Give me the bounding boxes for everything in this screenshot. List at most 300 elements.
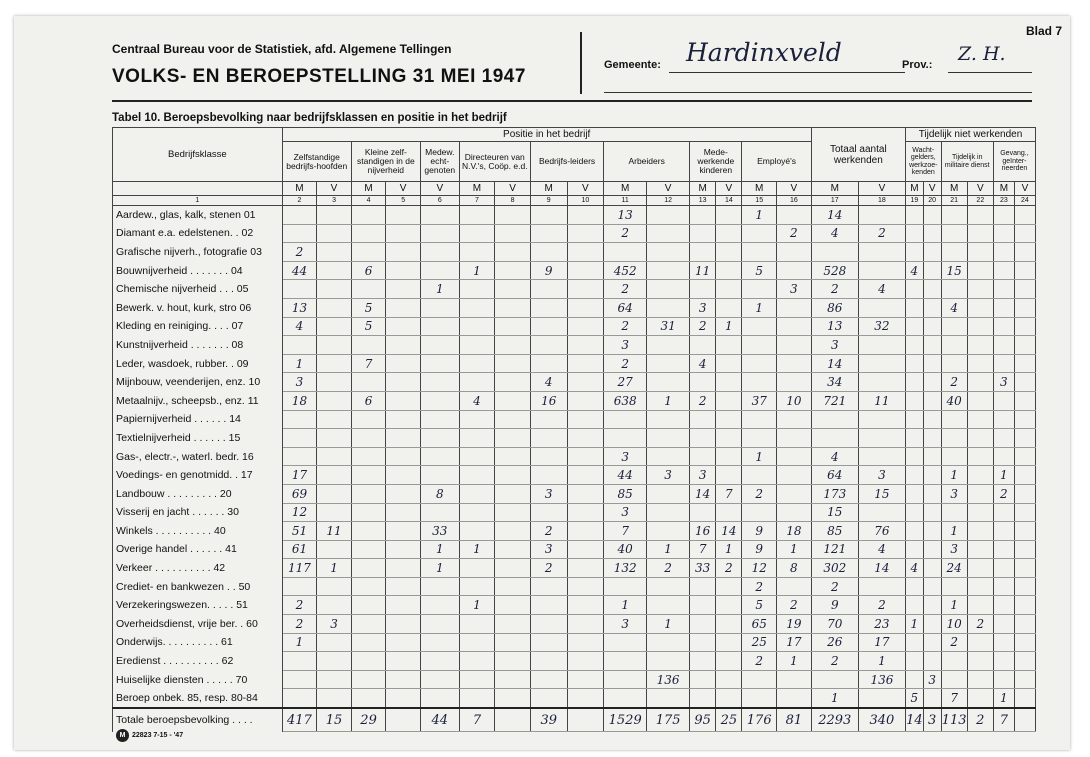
- table-cell: [459, 206, 495, 225]
- table-cell: [386, 298, 421, 317]
- table-row: [113, 224, 1036, 243]
- column-number-cell: 17: [811, 196, 858, 206]
- table-cell: 14: [811, 206, 858, 225]
- table-cell: [530, 652, 567, 671]
- table-cell: 85: [604, 484, 647, 503]
- row-label: Chemische nijverheid . . . 05: [113, 280, 283, 299]
- table-cell: [742, 354, 777, 373]
- table-row: [113, 652, 1036, 671]
- table-cell: [459, 298, 495, 317]
- table-cell: [923, 652, 941, 671]
- table-cell: [993, 410, 1014, 429]
- table-cell: [495, 484, 531, 503]
- table-cell: [923, 484, 941, 503]
- table-cell: [742, 373, 777, 392]
- table-cell: 1: [317, 559, 352, 578]
- table-cell: 1: [993, 689, 1014, 708]
- mv-header-cell: M: [530, 182, 567, 196]
- total-cell: [567, 708, 604, 732]
- province-value: Z. H.: [958, 43, 1006, 65]
- table-cell: [459, 559, 495, 578]
- table-cell: 2: [742, 484, 777, 503]
- table-cell: 15: [941, 261, 967, 280]
- table-cell: [993, 652, 1014, 671]
- table-cell: [716, 577, 742, 596]
- table-cell: [567, 206, 604, 225]
- table-cell: 117: [282, 559, 317, 578]
- table-cell: [923, 224, 941, 243]
- table-cell: [495, 670, 531, 689]
- table-cell: [459, 280, 495, 299]
- table-cell: [941, 280, 967, 299]
- table-cell: [905, 373, 923, 392]
- table-cell: 14: [690, 484, 716, 503]
- table-cell: 34: [811, 373, 858, 392]
- table-cell: [905, 280, 923, 299]
- table-cell: [420, 429, 459, 448]
- table-cell: [905, 596, 923, 615]
- total-cell: 2: [967, 708, 993, 732]
- table-cell: [858, 206, 905, 225]
- table-cell: [905, 633, 923, 652]
- table-cell: [993, 354, 1014, 373]
- table-cell: 12: [742, 559, 777, 578]
- table-cell: [923, 373, 941, 392]
- table-cell: 40: [941, 391, 967, 410]
- table-cell: 1: [647, 615, 690, 634]
- table-cell: [647, 261, 690, 280]
- table-cell: [317, 280, 352, 299]
- table-cell: [967, 280, 993, 299]
- column-number-cell: 23: [993, 196, 1014, 206]
- table-cell: 2: [716, 559, 742, 578]
- table-cell: [420, 224, 459, 243]
- table-cell: [716, 391, 742, 410]
- table-cell: [858, 298, 905, 317]
- table-cell: [923, 261, 941, 280]
- table-cell: 1: [647, 391, 690, 410]
- table-cell: 2: [690, 391, 716, 410]
- table-cell: [941, 429, 967, 448]
- table-cell: [567, 689, 604, 708]
- table-cell: [716, 243, 742, 262]
- table-cell: [351, 540, 386, 559]
- row-label: Grafische nijverh., fotografie 03: [113, 243, 283, 262]
- table-cell: 64: [811, 466, 858, 485]
- table-cell: 2: [530, 559, 567, 578]
- table-cell: 1: [716, 317, 742, 336]
- table-cell: [923, 429, 941, 448]
- table-cell: [716, 280, 742, 299]
- table-cell: [530, 243, 567, 262]
- table-cell: 2: [282, 243, 317, 262]
- table-cell: [317, 577, 352, 596]
- table-cell: 7: [604, 522, 647, 541]
- table-row: [113, 429, 1036, 448]
- table-cell: [351, 410, 386, 429]
- table-cell: [923, 206, 941, 225]
- table-cell: [567, 522, 604, 541]
- table-cell: [351, 652, 386, 671]
- table-cell: [386, 596, 421, 615]
- mv-header-cell: M: [905, 182, 923, 196]
- table-cell: [742, 429, 777, 448]
- table-cell: [716, 503, 742, 522]
- table-cell: 4: [530, 373, 567, 392]
- table-cell: [993, 298, 1014, 317]
- table-cell: [386, 559, 421, 578]
- table-cell: [647, 410, 690, 429]
- table-cell: 1: [941, 596, 967, 615]
- table-cell: [967, 391, 993, 410]
- table-cell: 2: [811, 280, 858, 299]
- table-cell: [993, 615, 1014, 634]
- table-cell: [690, 447, 716, 466]
- mv-header-cell: M: [351, 182, 386, 196]
- table-cell: [317, 224, 352, 243]
- table-cell: [858, 336, 905, 355]
- header-group-gevang: Gevang., geïnter-neerden: [993, 142, 1035, 182]
- table-cell: [567, 484, 604, 503]
- table-cell: [282, 652, 317, 671]
- row-label: Aardew., glas, kalk, stenen 01: [113, 206, 283, 225]
- row-label: Overheidsdienst, vrije ber. . 60: [113, 615, 283, 634]
- table-cell: [530, 447, 567, 466]
- table-cell: [459, 243, 495, 262]
- table-cell: 2: [690, 317, 716, 336]
- table-cell: 4: [905, 559, 923, 578]
- table-cell: [317, 354, 352, 373]
- table-cell: [495, 559, 531, 578]
- table-row: [113, 484, 1036, 503]
- table-cell: 2: [282, 596, 317, 615]
- table-cell: 2: [604, 224, 647, 243]
- table-cell: 2: [282, 615, 317, 634]
- table-cell: 638: [604, 391, 647, 410]
- header-group-employes: Employé's: [742, 142, 811, 182]
- table-row: [113, 540, 1036, 559]
- row-label: Voedings- en genotmidd. . 17: [113, 466, 283, 485]
- table-cell: 2: [811, 652, 858, 671]
- table-cell: [567, 261, 604, 280]
- table-cell: 11: [690, 261, 716, 280]
- table-cell: [530, 410, 567, 429]
- province-label: Prov.:: [902, 59, 933, 71]
- table-cell: [993, 540, 1014, 559]
- data-table-wrapper: [112, 127, 1036, 728]
- header-group-kinderen: Mede-werkende kinderen: [690, 142, 742, 182]
- table-cell: [967, 540, 993, 559]
- table-cell: [776, 373, 811, 392]
- table-row: [113, 447, 1036, 466]
- table-cell: 14: [811, 354, 858, 373]
- mv-header-cell: V: [967, 182, 993, 196]
- table-cell: [690, 206, 716, 225]
- table-cell: [386, 336, 421, 355]
- table-row: [113, 633, 1036, 652]
- table-cell: [905, 317, 923, 336]
- table-cell: [690, 503, 716, 522]
- table-cell: [459, 577, 495, 596]
- table-cell: [495, 689, 531, 708]
- table-cell: [459, 224, 495, 243]
- table-cell: [1014, 373, 1035, 392]
- mv-header-cell: V: [923, 182, 941, 196]
- table-cell: [282, 689, 317, 708]
- table-row: [113, 243, 1036, 262]
- table-cell: [716, 354, 742, 373]
- table-cell: [420, 354, 459, 373]
- table-cell: [317, 429, 352, 448]
- total-cell: 1529: [604, 708, 647, 732]
- table-cell: [351, 577, 386, 596]
- table-cell: [386, 280, 421, 299]
- print-code: 22823 7-15 - '47: [132, 732, 184, 739]
- table-cell: [351, 466, 386, 485]
- table-cell: [776, 261, 811, 280]
- table-cell: 452: [604, 261, 647, 280]
- header-group-wachtgelders: Wacht-gelders, werkzoe-kenden: [905, 142, 941, 182]
- table-row: [113, 670, 1036, 689]
- table-cell: 7: [716, 484, 742, 503]
- table-cell: 721: [811, 391, 858, 410]
- table-cell: [1014, 224, 1035, 243]
- row-label: Gas-, electr.-, waterl. bedr. 16: [113, 447, 283, 466]
- table-cell: 69: [282, 484, 317, 503]
- table-cell: [993, 224, 1014, 243]
- table-cell: [1014, 410, 1035, 429]
- table-cell: [530, 689, 567, 708]
- table-cell: 3: [941, 484, 967, 503]
- table-cell: [967, 559, 993, 578]
- table-cell: [776, 317, 811, 336]
- table-cell: [351, 615, 386, 634]
- column-number-cell: 5: [386, 196, 421, 206]
- table-cell: [993, 429, 1014, 448]
- header-positie: Positie in het bedrijf: [282, 128, 811, 142]
- table-cell: 3: [317, 615, 352, 634]
- table-cell: [905, 577, 923, 596]
- table-cell: [495, 577, 531, 596]
- table-cell: [858, 261, 905, 280]
- table-cell: [351, 633, 386, 652]
- table-cell: [716, 652, 742, 671]
- table-cell: [905, 243, 923, 262]
- table-cell: [690, 615, 716, 634]
- table-cell: 136: [858, 670, 905, 689]
- gemeente-line: [669, 72, 905, 73]
- table-cell: 7: [690, 540, 716, 559]
- table-cell: 121: [811, 540, 858, 559]
- table-cell: [282, 410, 317, 429]
- table-cell: 1: [776, 652, 811, 671]
- table-cell: 16: [690, 522, 716, 541]
- mv-header-cell: M: [941, 182, 967, 196]
- table-cell: [351, 243, 386, 262]
- table-cell: [495, 261, 531, 280]
- sheet-number: Blad 7: [1025, 24, 1062, 38]
- table-cell: 33: [420, 522, 459, 541]
- row-label: Bouwnijverheid . . . . . . . 04: [113, 261, 283, 280]
- table-cell: [776, 689, 811, 708]
- mv-header-row: [113, 182, 1036, 196]
- table-cell: 40: [604, 540, 647, 559]
- table-cell: [1014, 261, 1035, 280]
- table-cell: [993, 336, 1014, 355]
- table-cell: [567, 670, 604, 689]
- table-cell: 44: [604, 466, 647, 485]
- table-cell: 10: [941, 615, 967, 634]
- table-cell: [923, 336, 941, 355]
- table-cell: [716, 410, 742, 429]
- table-cell: [923, 522, 941, 541]
- table-cell: 1: [941, 466, 967, 485]
- table-cell: [742, 336, 777, 355]
- table-cell: [495, 280, 531, 299]
- row-label: Leder, wasdoek, rubber. . 09: [113, 354, 283, 373]
- table-cell: [690, 280, 716, 299]
- table-cell: 3: [690, 298, 716, 317]
- table-cell: [386, 391, 421, 410]
- table-cell: [386, 540, 421, 559]
- table-cell: [530, 577, 567, 596]
- table-cell: [967, 354, 993, 373]
- table-cell: [317, 596, 352, 615]
- table-cell: [716, 298, 742, 317]
- table-cell: [386, 447, 421, 466]
- table-row: [113, 503, 1036, 522]
- header-group-arbeiders: Arbeiders: [604, 142, 690, 182]
- table-cell: [941, 577, 967, 596]
- table-cell: 15: [858, 484, 905, 503]
- table-cell: 65: [742, 615, 777, 634]
- table-cell: [386, 503, 421, 522]
- table-cell: [386, 410, 421, 429]
- table-cell: [386, 615, 421, 634]
- table-cell: [1014, 633, 1035, 652]
- table-cell: [647, 206, 690, 225]
- table-cell: 1: [647, 540, 690, 559]
- table-cell: [776, 336, 811, 355]
- header-group-militaire: Tijdelijk in militaire dienst: [941, 142, 993, 182]
- table-cell: [386, 224, 421, 243]
- table-cell: [905, 447, 923, 466]
- table-cell: [495, 652, 531, 671]
- table-row: [113, 689, 1036, 708]
- table-cell: [647, 224, 690, 243]
- header-totaal: Totaal aantal werkenden: [811, 128, 905, 182]
- table-cell: 5: [351, 317, 386, 336]
- table-cell: [567, 243, 604, 262]
- table-row: [113, 298, 1036, 317]
- table-cell: 6: [351, 261, 386, 280]
- table-cell: [459, 410, 495, 429]
- form-title: VOLKS- EN BEROEPSTELLING 31 MEI 1947: [112, 66, 526, 87]
- table-cell: [941, 224, 967, 243]
- table-cell: [567, 391, 604, 410]
- table-cell: [905, 522, 923, 541]
- table-cell: [567, 652, 604, 671]
- table-cell: [495, 615, 531, 634]
- table-cell: [386, 670, 421, 689]
- table-cell: [1014, 503, 1035, 522]
- table-cell: [647, 503, 690, 522]
- table-cell: 173: [811, 484, 858, 503]
- table-cell: [495, 224, 531, 243]
- column-number-cell: 16: [776, 196, 811, 206]
- table-row: [113, 596, 1036, 615]
- total-cell: 44: [420, 708, 459, 732]
- table-cell: [317, 373, 352, 392]
- table-cell: [1014, 429, 1035, 448]
- table-cell: [690, 429, 716, 448]
- organization-name: Centraal Bureau voor de Statistiek, afd. Algemene Tellingen: [112, 42, 452, 56]
- table-cell: [1014, 689, 1035, 708]
- table-cell: 16: [530, 391, 567, 410]
- table-cell: [530, 633, 567, 652]
- table-cell: [351, 596, 386, 615]
- table-cell: [317, 540, 352, 559]
- table-cell: [351, 373, 386, 392]
- mv-header-cell: M: [604, 182, 647, 196]
- table-cell: 23: [858, 615, 905, 634]
- table-cell: [351, 670, 386, 689]
- table-cell: [317, 298, 352, 317]
- total-cell: 3: [923, 708, 941, 732]
- table-cell: [530, 280, 567, 299]
- mv-header-cell: M: [282, 182, 317, 196]
- table-cell: 3: [604, 615, 647, 634]
- table-cell: [993, 317, 1014, 336]
- table-cell: 4: [459, 391, 495, 410]
- table-cell: 1: [716, 540, 742, 559]
- table-cell: [811, 243, 858, 262]
- table-cell: [567, 224, 604, 243]
- printer-logo-icon: M: [116, 729, 129, 742]
- table-cell: [567, 633, 604, 652]
- table-cell: [905, 298, 923, 317]
- table-cell: 9: [742, 540, 777, 559]
- column-number-cell: 10: [567, 196, 604, 206]
- table-cell: 1: [420, 540, 459, 559]
- table-cell: [742, 243, 777, 262]
- table-cell: [282, 280, 317, 299]
- row-label: Verzekeringswezen. . . . . 51: [113, 596, 283, 615]
- table-cell: [495, 336, 531, 355]
- mv-header-cell: V: [386, 182, 421, 196]
- table-cell: 12: [282, 503, 317, 522]
- table-cell: [1014, 466, 1035, 485]
- table-cell: [317, 484, 352, 503]
- table-cell: 1: [420, 280, 459, 299]
- table-row: [113, 466, 1036, 485]
- table-cell: [420, 373, 459, 392]
- column-number-cell: 11: [604, 196, 647, 206]
- table-cell: [604, 429, 647, 448]
- total-cell: 175: [647, 708, 690, 732]
- data-table: [112, 127, 1036, 732]
- table-cell: [690, 670, 716, 689]
- table-cell: 3: [530, 484, 567, 503]
- table-row: [113, 317, 1036, 336]
- table-cell: [967, 243, 993, 262]
- table-cell: [967, 689, 993, 708]
- table-cell: [459, 689, 495, 708]
- mv-header-cell: M: [742, 182, 777, 196]
- table-cell: [567, 373, 604, 392]
- table-cell: [420, 447, 459, 466]
- table-cell: [530, 354, 567, 373]
